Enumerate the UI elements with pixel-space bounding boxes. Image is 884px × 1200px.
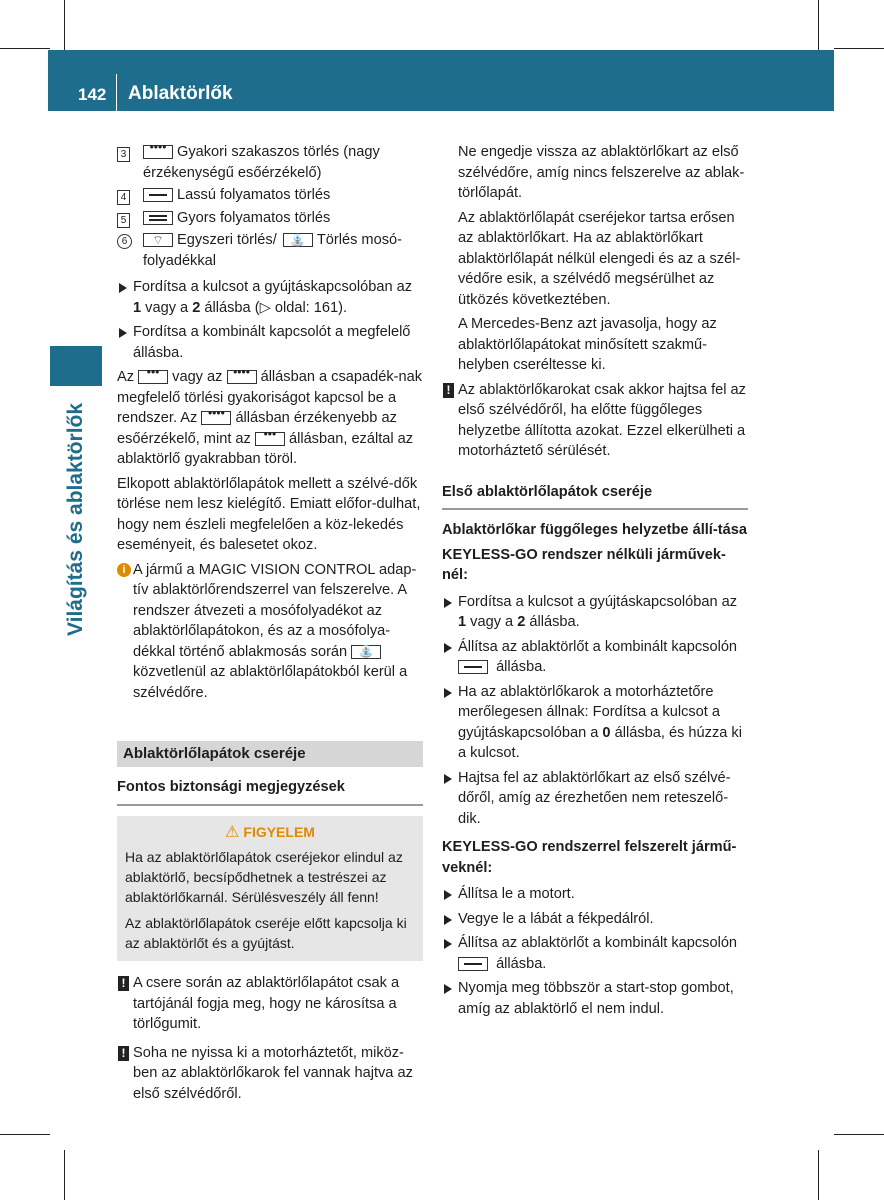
crop-mark <box>0 1134 50 1135</box>
paragraph: Elkopott ablaktörlőlapátok mellett a szélvé-dők törlése nem lesz kielégítő. Emiatt előfor-dulhat, hogy nem észleli megfelelően a köz-lekedés eseményeit, és balesetet okoz. <box>117 475 421 553</box>
instruction-step: Fordítsa a kulcsot a gyújtáskapcsolóban az 1 vagy a 2 állásba (▷ oldal: 161). <box>117 277 423 318</box>
list-item: 6 ⌔ Egyszeri törlés/ ⛲ Törlés mosó-folyadékkal <box>117 230 423 271</box>
crop-mark <box>0 48 50 49</box>
info-note: i A jármű a MAGIC VISION CONTROL adap-tív ablaktörlőrendszerrel van felszerelve. A rendszer átvezeti a mosófolyadékot az ablaktörlőlapátokon, és az a mosófolya-dékkal történő ablakmosás során ⛲ közvetlenül az ablaktörlőlapátokból kerül a szélvédőre. <box>117 560 423 704</box>
crop-mark <box>834 1134 884 1135</box>
step-heading: KEYLESS-GO rendszer nélküli járművek-nél: <box>442 546 726 583</box>
intermittent-normal-icon: ••• <box>138 370 168 384</box>
washer-fluid-icon: ⛲ <box>283 233 313 247</box>
instruction-step: Állítsa az ablaktörlőt a kombinált kapcsolón állásba. <box>442 933 748 974</box>
paragraph: Ne engedje vissza az ablaktörlőkart az első szélvédőre, amíg nincs felszerelve az ablak-törlőlapát. <box>458 144 745 201</box>
left-column <box>117 142 423 1104</box>
slow-wipe-icon <box>143 188 173 202</box>
intermittent-fast-icon: •••• <box>201 411 231 425</box>
side-tab-marker <box>50 346 102 386</box>
warning-text: Ha az ablaktörlőlapátok cseréjekor elindul az ablaktörlő, becsípődhetnek a testrészei az ablaktörlőkarnál. Sérülésveszély áll fenn! <box>125 849 403 905</box>
warning-triangle-icon: ⚠ <box>225 823 240 841</box>
intermittent-fast-icon: •••• <box>227 370 257 384</box>
info-icon: i <box>117 563 131 577</box>
instruction-step: Fordítsa a kombinált kapcsolót a megfelelő állásba. <box>117 322 423 363</box>
single-wipe-icon: ⌔ <box>143 233 173 247</box>
crop-mark <box>64 0 65 50</box>
paragraph: Az ••• vagy az •••• állásban a csapadék-nak megfelelő törlési gyakoriságot kapcsol be a rendszer. Az •••• állásban érzékenyebb az esőérzékelő, mint az ••• állásban, ezáltal az ablaktörlő gyakrabban töröl. <box>117 365 423 467</box>
exclamation-icon: ! <box>443 383 454 398</box>
paragraph: A Mercedes-Benz azt javasolja, hogy az ablaktörlőlapátokat minősített szakmű-helyben cseréltesse ki. <box>458 316 717 373</box>
instruction-step: Nyomja meg többször a start-stop gombot, amíg az ablaktörlő el nem indul. <box>442 978 748 1019</box>
exclamation-icon: ! <box>118 1046 129 1061</box>
instruction-step: Ha az ablaktörlőkarok a motorháztetőre merőlegesen állnak: Fordítsa a kulcsot a gyújtáskapcsolóban a 0 állásba, és húzza ki a kulcsot. <box>442 682 748 764</box>
step-heading: KEYLESS-GO rendszerrel felszerelt jármű-veknél: <box>442 839 737 876</box>
paragraph: Az ablaktörlőlapát cseréjekor tartsa erősen az ablaktörlőkart. Ha az ablaktörlőkart ablaktörlőlapát nélkül elengedi és az a szél-védőre esik, a szélvédő megsérülhet az ütközés következtében. <box>458 209 741 308</box>
item-number: 6 <box>117 234 132 249</box>
washer-fluid-icon: ⛲ <box>351 645 381 659</box>
exclamation-icon: ! <box>118 976 129 991</box>
item-number: 4 <box>117 190 130 205</box>
instruction-step: Állítsa az ablaktörlőt a kombinált kapcsolón állásba. <box>442 637 748 678</box>
list-item: 4 Lassú folyamatos törlés <box>117 185 423 206</box>
caution-note: ! Az ablaktörlőkarokat csak akkor hajtsa fel az első szélvédőről, ha előtte függőleges helyzetbe állította azokat. Ezzel elkerülheti a motorháztető sérülését. <box>442 380 748 462</box>
crop-mark <box>818 1150 819 1200</box>
fast-wipe-icon <box>143 211 173 225</box>
page-number: 142 <box>78 85 107 104</box>
instruction-step: Állítsa le a motort. <box>442 884 748 905</box>
item-number: 3 <box>117 147 130 162</box>
crop-mark <box>834 48 884 49</box>
warning-text: Az ablaktörlőlapátok cseréje előtt kapcsolja ki az ablaktörlőt és a gyújtást. <box>125 915 407 951</box>
warning-box <box>117 816 423 962</box>
step-heading: Ablaktörlőkar függőleges helyzetbe állí-tása <box>442 522 747 538</box>
subsection-heading: Fontos biztonsági megjegyzések <box>117 777 423 806</box>
subsection-heading: Első ablaktörlőlapátok cseréje <box>442 482 748 511</box>
crop-mark <box>64 1150 65 1200</box>
slow-wipe-icon <box>458 660 488 674</box>
item-number: 5 <box>117 213 130 228</box>
caution-note: ! A csere során az ablaktörlőlapátot csak a tartójánál fogja meg, hogy ne károsítsa a törlőgumit. <box>117 973 423 1035</box>
slow-wipe-icon <box>458 957 488 971</box>
caution-note: ! Soha ne nyissa ki a motorháztetőt, miköz-ben az ablaktörlőkarok fel vannak hajtva az első szélvédőről. <box>117 1043 423 1105</box>
instruction-step: Vegye le a lábát a fékpedálról. <box>442 909 748 930</box>
list-item: 3 •••• Gyakori szakaszos törlés (nagy érzékenységű esőérzékelő) <box>117 142 423 183</box>
crop-mark <box>818 0 819 50</box>
page-title: Ablaktörlők <box>128 83 233 104</box>
intermittent-normal-icon: ••• <box>255 432 285 446</box>
right-column <box>442 142 748 1019</box>
list-item: 5 Gyors folyamatos törlés <box>117 208 423 229</box>
instruction-step: Hajtsa fel az ablaktörlőkart az első szélvé-dőről, amíg az érezhetően nem reteszelő-dik. <box>442 768 748 830</box>
instruction-step: Fordítsa a kulcsot a gyújtáskapcsolóban az 1 vagy a 2 állásba. <box>442 592 748 633</box>
intermittent-fast-icon: •••• <box>143 145 173 159</box>
header-separator <box>116 74 117 111</box>
section-title: Ablaktörlőlapátok cseréje <box>117 741 423 767</box>
warning-heading: ⚠ FIGYELEM <box>225 823 315 841</box>
